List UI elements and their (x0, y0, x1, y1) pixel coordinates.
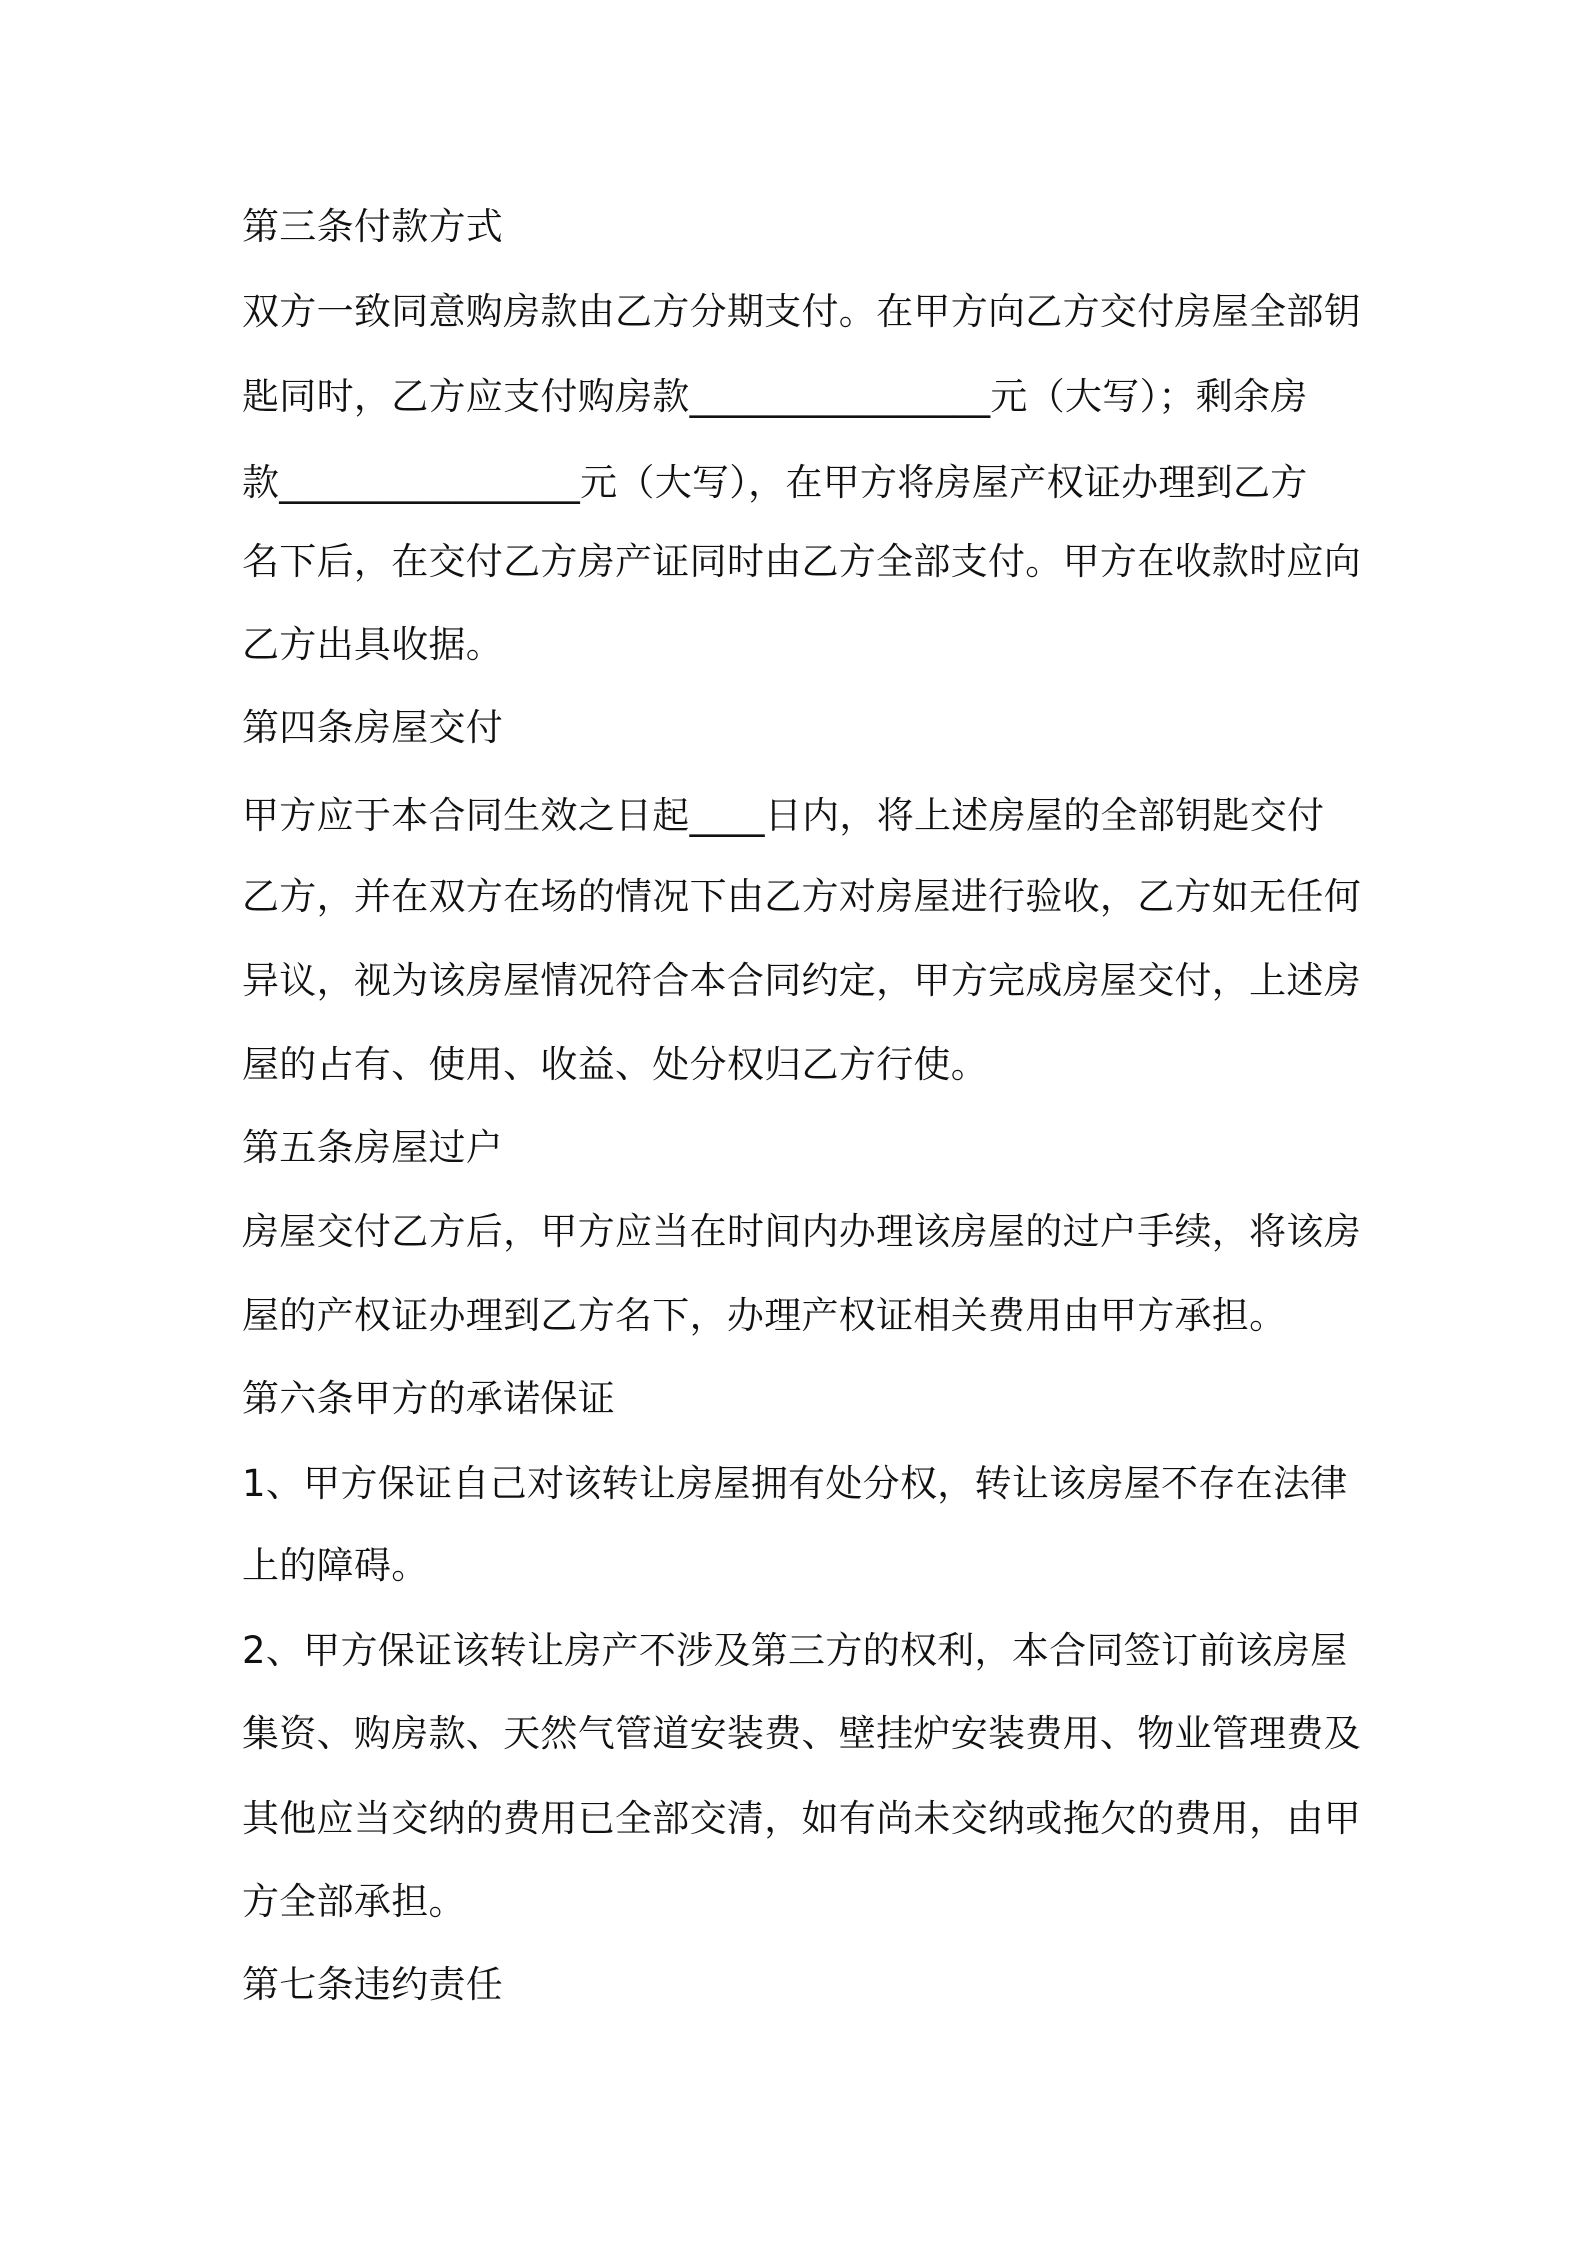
article-3-line-2: 匙同时，乙方应支付购房款________________元（大写）；剩余房 (242, 375, 1308, 418)
article-4-line-2: 乙方，并在双方在场的情况下由乙方对房屋进行验收，乙方如无任何 (242, 875, 1361, 918)
article-4-line-3: 异议，视为该房屋情况符合本合同约定，甲方完成房屋交付，上述房 (242, 959, 1361, 1002)
article-5-line-1: 房屋交付乙方后，甲方应当在时间内办理该房屋的过户手续，将该房 (242, 1210, 1361, 1253)
article-3-line-1: 双方一致同意购房款由乙方分期支付。在甲方向乙方交付房屋全部钥 (242, 290, 1361, 333)
article-4-line-1: 甲方应于本合同生效之日起____日内，将上述房屋的全部钥匙交付 (242, 794, 1325, 837)
article-5-line-2: 屋的产权证办理到乙方名下，办理产权证相关费用由甲方承担。 (242, 1294, 1287, 1337)
article-3-line-4: 名下后，在交付乙方房产证同时由乙方全部支付。甲方在收款时应向 (242, 540, 1361, 583)
article-6-item-2-line-3: 其他应当交纳的费用已全部交清，如有尚未交纳或拖欠的费用，由甲 (242, 1797, 1361, 1840)
article-6-item-2-line-1: 2、甲方保证该转让房产不涉及第三方的权利，本合同签订前该房屋 (242, 1629, 1348, 1672)
heading-article-5: 第五条房屋过户 (242, 1126, 504, 1169)
article-3-line-5: 乙方出具收据。 (242, 623, 504, 666)
heading-article-3: 第三条付款方式 (242, 205, 504, 248)
heading-article-6: 第六条甲方的承诺保证 (242, 1377, 615, 1420)
heading-article-4: 第四条房屋交付 (242, 706, 504, 749)
article-6-item-1-line-2: 上的障碍。 (242, 1544, 429, 1587)
article-6-item-1-line-1: 1、甲方保证自己对该转让房屋拥有处分权，转让该房屋不存在法律 (242, 1462, 1348, 1505)
article-3-line-3: 款________________元（大写），在甲方将房屋产权证办理到乙方 (242, 461, 1308, 504)
article-4-line-4: 屋的占有、使用、收益、处分权归乙方行使。 (242, 1043, 988, 1086)
heading-article-7: 第七条违约责任 (242, 1963, 504, 2006)
article-6-item-2-line-2: 集资、购房款、天然气管道安装费、壁挂炉安装费用、物业管理费及 (242, 1712, 1361, 1755)
article-6-item-2-line-4: 方全部承担。 (242, 1880, 466, 1923)
